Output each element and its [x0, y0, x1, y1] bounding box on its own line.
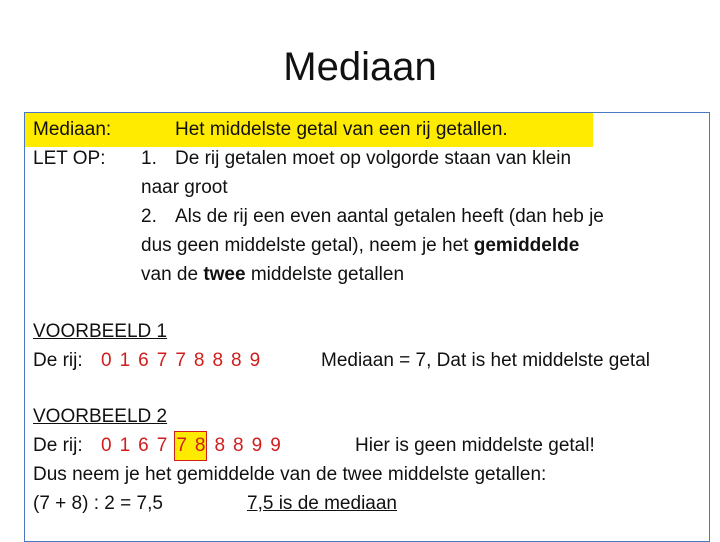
rule2-line3-text-a: van de	[141, 264, 204, 285]
example2-label: De rij:	[33, 435, 83, 456]
rule2-line3-text-b: middelste getallen	[245, 264, 405, 285]
example2-heading: VOORBEELD 2	[33, 406, 168, 427]
example2-result: Hier is geen middelste getal!	[355, 435, 595, 456]
sequence1-number: 8	[212, 350, 224, 371]
sequence1-number: 7	[156, 350, 168, 371]
definition-label: Mediaan:	[33, 119, 112, 140]
example2-calc: (7 + 8) : 2 = 7,5	[33, 493, 163, 514]
sequence2-number: 0	[101, 435, 112, 456]
rule2-line1: Als de rij een even aantal getalen heeft (dan heb je	[175, 206, 604, 227]
content-box	[24, 112, 710, 542]
rule2-line2	[141, 232, 579, 260]
definition-text: Het middelste getal van een rij getallen.	[175, 119, 508, 140]
example2-conclusion: 7,5 is de mediaan	[247, 493, 397, 514]
rule2-bold-gemiddelde: gemiddelde	[473, 235, 580, 256]
sequence1-number: 6	[138, 350, 149, 371]
sequence1-number: 8	[231, 350, 242, 371]
example1-heading: VOORBEELD 1	[33, 321, 168, 342]
example2-line2: Dus neem je het gemiddelde van de twee middelste getallen:	[33, 464, 547, 485]
sequence1-number: 9	[249, 350, 261, 371]
example1-result: Mediaan = 7, Dat is het middelste getal	[321, 350, 650, 371]
middle-pair-number: 8	[194, 435, 206, 456]
rule2-line2-text: dus geen middelste getal), neem je het	[141, 235, 474, 256]
example1-label: De rij:	[33, 350, 83, 371]
example1-sequence	[101, 347, 268, 375]
rule1-number: 1.	[141, 148, 157, 169]
sequence2-number: 9	[270, 435, 281, 456]
sequence2-number: 8	[214, 435, 226, 456]
letop-label: LET OP:	[33, 148, 106, 169]
rule2-bold-twee: twee	[203, 264, 246, 285]
sequence2-number: 1	[119, 435, 131, 456]
rule2-line3	[141, 261, 404, 289]
sequence1-number: 1	[119, 350, 131, 371]
rule1-line1: De rij getalen moet op volgorde staan van klein	[175, 148, 572, 169]
example2-sequence	[101, 432, 289, 460]
sequence1-number: 0	[101, 350, 112, 371]
sequence1-number: 7	[175, 350, 186, 371]
sequence1-number: 8	[193, 350, 205, 371]
middle-pair-number: 7	[176, 435, 187, 456]
rule2-number: 2.	[141, 206, 157, 227]
sequence2-number: 9	[251, 435, 263, 456]
sequence2-number: 6	[138, 435, 149, 456]
rule1-line2: naar groot	[141, 177, 228, 198]
sequence2-number: 7	[156, 435, 168, 456]
sequence2-number: 8	[233, 435, 244, 456]
middle-pair-highlight	[175, 432, 206, 460]
slide-title: Mediaan	[283, 45, 437, 89]
